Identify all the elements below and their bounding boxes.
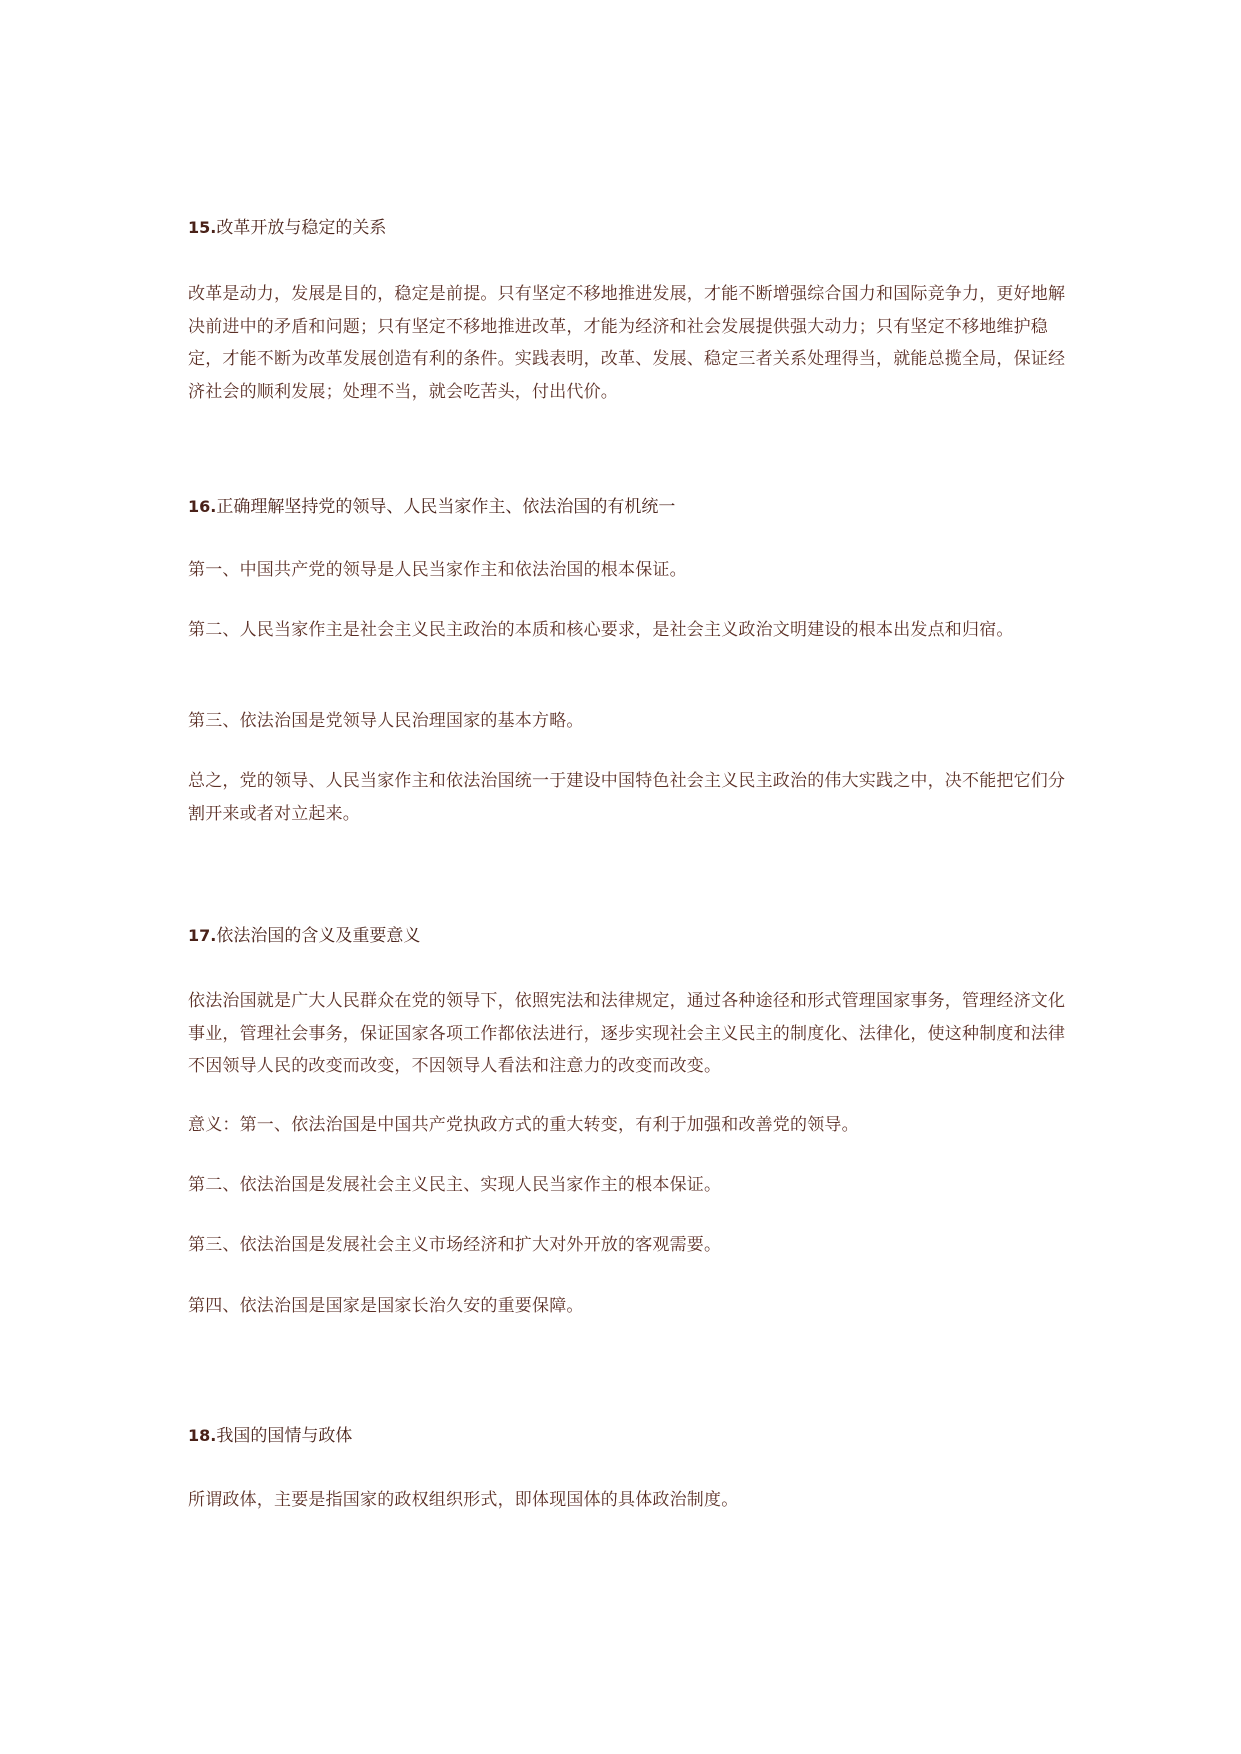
- section-17-paragraph-1: 依法治国就是广大人民群众在党的领导下，依照宪法和法律规定，通过各种途径和形式管理国家事务，管理经济文化事业，管理社会事务，保证国家各项工作都依法进行，逐步实现社会主义民主的制度化、法律化，使这种制度和法律不因领导人民的改变而改变，不因领导人看法和注意力的改变而改变。: [188, 991, 1066, 1076]
- section-17-paragraph-3: 第二、依法治国是发展社会主义民主、实现人民当家作主的根本保证。: [188, 1175, 722, 1195]
- section-number: 18.: [188, 1426, 217, 1445]
- section-17-heading: [188, 920, 1068, 952]
- section-title: 依法治国的含义及重要意义: [216, 926, 421, 946]
- section-16-paragraph-2: 第二、人民当家作主是社会主义民主政治的本质和核心要求，是社会主义政治文明建设的根本出发点和归宿。: [188, 620, 1014, 640]
- section-17-paragraph-2: 意义：第一、依法治国是中国共产党执政方式的重大转变，有利于加强和改善党的领导。: [188, 1115, 859, 1135]
- section-17-paragraph-5: 第四、依法治国是国家是国家长治久安的重要保障。: [188, 1296, 584, 1316]
- section-number: 16.: [188, 497, 217, 516]
- section-number: 15.: [188, 218, 217, 237]
- section-16-paragraph-1: 第一、中国共产党的领导是人民当家作主和依法治国的根本保证。: [188, 560, 687, 580]
- section-15-heading: [188, 212, 1068, 244]
- section-number: 17.: [188, 926, 217, 945]
- section-15-paragraph-1: 改革是动力，发展是目的，稳定是前提。只有坚定不移地推进发展，才能不断增强综合国力和国际竞争力，更好地解决前进中的矛盾和问题；只有坚定不移地推进改革，才能为经济和社会发展提供强大动力；只有坚定不移地维护稳定，才能不断为改革发展创造有利的条件。实践表明，改革、发展、稳定三者关系处理得当，就能总揽全局，保证经济社会的顺利发展；处理不当，就会吃苦头，付出代价。: [188, 284, 1066, 402]
- section-title: 正确理解坚持党的领导、人民当家作主、依法治国的有机统一: [216, 497, 676, 517]
- section-title: 我国的国情与政体: [216, 1426, 353, 1446]
- section-title: 改革开放与稳定的关系: [216, 218, 387, 238]
- section-18-paragraph-1: 所谓政体，主要是指国家的政权组织形式，即体现国体的具体政治制度。: [188, 1490, 739, 1510]
- section-16-paragraph-3: 第三、依法治国是党领导人民治理国家的基本方略。: [188, 711, 584, 731]
- section-18-heading: [188, 1420, 1068, 1452]
- section-16-heading: [188, 491, 1068, 523]
- section-16-paragraph-4: 总之，党的领导、人民当家作主和依法治国统一于建设中国特色社会主义民主政治的伟大实践之中，决不能把它们分割开来或者对立起来。: [188, 771, 1066, 824]
- document-page: [188, 0, 1068, 1754]
- section-17-paragraph-4: 第三、依法治国是发展社会主义市场经济和扩大对外开放的客观需要。: [188, 1235, 722, 1255]
